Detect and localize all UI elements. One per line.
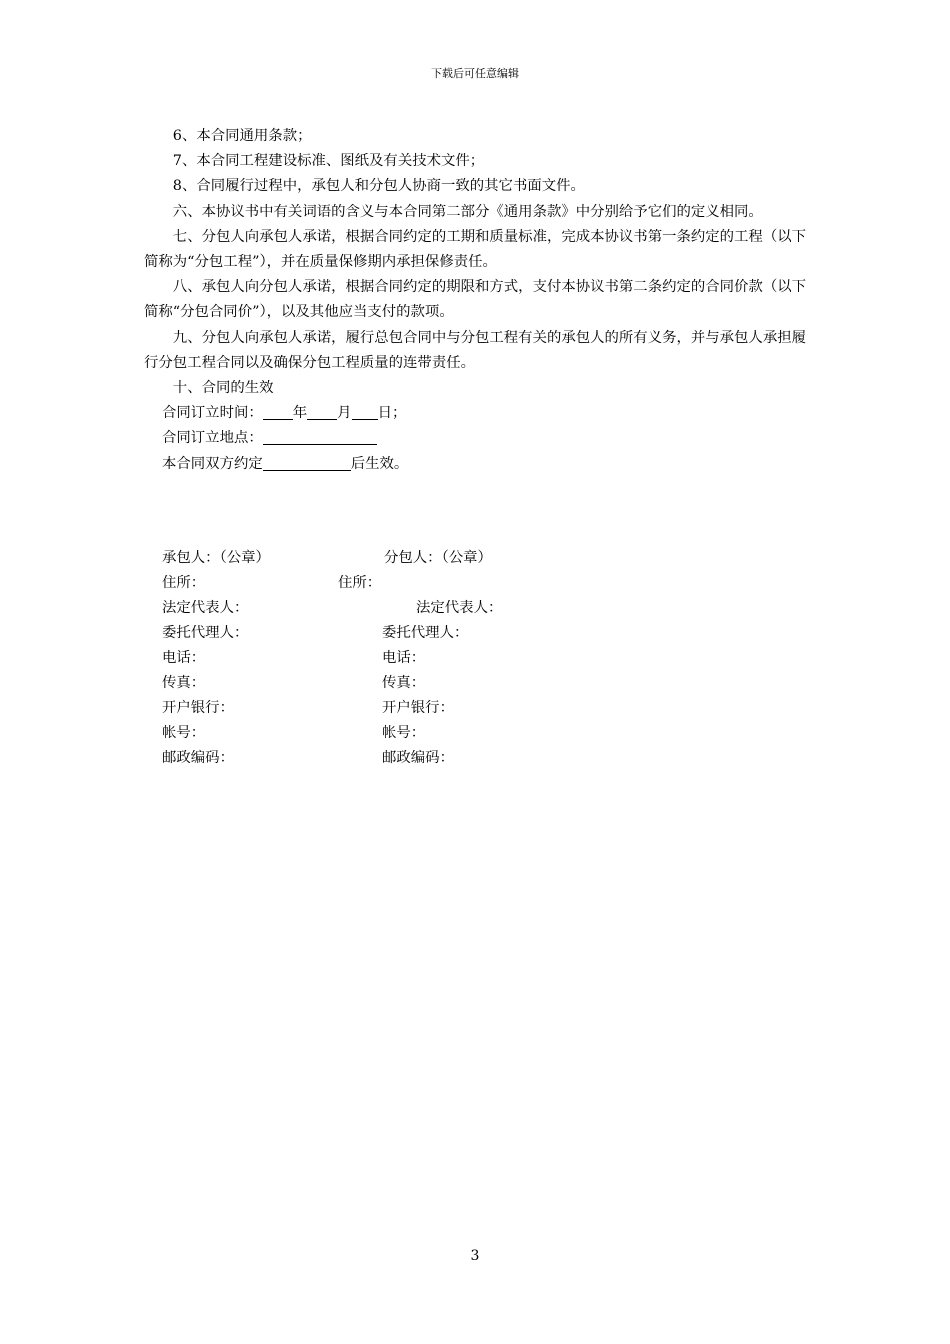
signature-row-address [162,571,662,596]
signature-row-postcode [162,746,662,771]
clause-item-6: 6、本合同通用条款； [172,128,312,144]
effect-prefix: 本合同双方约定 [162,455,263,472]
subcontractor-phone-label: 电话： [382,650,426,666]
contractor-bank-label: 开户银行： [162,700,234,716]
subcontractor-postcode-label: 邮政编码： [382,750,454,766]
signature-row-bank [162,696,662,721]
contractor-legal-rep-label: 法定代表人： [162,600,249,616]
contractor-fax-label: 传真： [162,675,206,691]
effect-suffix: 后生效。 [350,455,409,472]
place-blank[interactable] [263,428,377,445]
contractor-seal-label: 承包人：（公章） [162,550,270,566]
clause-ten: 十、合同的生效 [172,380,274,397]
signature-row-seal [162,546,662,571]
clause-seven: 七、分包人向承包人承诺，根据合同约定的工期和质量标准，完成本协议书第一条约定的工程（以下简称为“分包工程”），并在质量保修期内承担保修责任。 [144,228,806,271]
signature-row-agent [162,621,662,646]
day-label: 日； [377,405,407,422]
contractor-address-label: 住所： [162,575,206,591]
contractor-account-label: 帐号： [162,725,206,741]
subcontractor-bank-label: 开户银行： [382,700,454,716]
contractor-postcode-label: 邮政编码： [162,750,234,766]
subcontractor-address-label: 住所： [338,575,382,591]
clause-item-8: 8、合同履行过程中，承包人和分包人协商一致的其它书面文件。 [172,178,585,195]
contract-effect-line [144,452,806,477]
subcontractor-account-label: 帐号： [382,725,426,741]
page-number: 3 [470,1248,480,1264]
subcontractor-legal-rep-label: 法定代表人： [416,600,503,616]
contractor-phone-label: 电话： [162,650,206,666]
effect-blank[interactable] [263,454,351,471]
signature-row-account [162,721,662,746]
month-blank[interactable] [307,403,337,420]
contractor-agent-label: 委托代理人： [162,625,249,641]
signature-block [162,546,662,771]
day-blank[interactable] [352,403,378,420]
signature-row-phone [162,646,662,671]
signature-row-legal-rep [162,596,662,621]
signature-row-fax [162,671,662,696]
month-label: 月 [337,405,352,422]
subcontractor-seal-label: 分包人：（公章） [384,550,492,566]
clause-eight: 八、承包人向分包人承诺，根据合同约定的期限和方式，支付本协议书第二条约定的合同价款（以下简称“分包合同价”），以及其他应当支付的款项。 [144,279,806,321]
clause-six: 六、本协议书中有关词语的含义与本合同第二部分《通用条款》中分别给予它们的定义相同。 [172,203,763,220]
year-label: 年 [292,405,308,422]
page-header: 下载后可任意编辑 [431,67,519,80]
contract-place-label: 合同订立地点： [162,430,263,447]
contract-time-label: 合同订立时间： [162,405,263,422]
year-blank[interactable] [263,403,293,420]
contract-body [144,124,806,477]
clause-item-7: 7、本合同工程建设标准、图纸及有关技术文件； [172,153,485,170]
clause-nine: 九、分包人向承包人承诺，履行总包合同中与分包工程有关的承包人的所有义务，并与承包人承担履行分包工程合同以及确保分包工程质量的连带责任。 [144,329,806,371]
subcontractor-fax-label: 传真： [382,675,426,691]
subcontractor-agent-label: 委托代理人： [382,625,469,641]
contract-time-line [144,401,806,426]
contract-place-line [144,426,806,451]
